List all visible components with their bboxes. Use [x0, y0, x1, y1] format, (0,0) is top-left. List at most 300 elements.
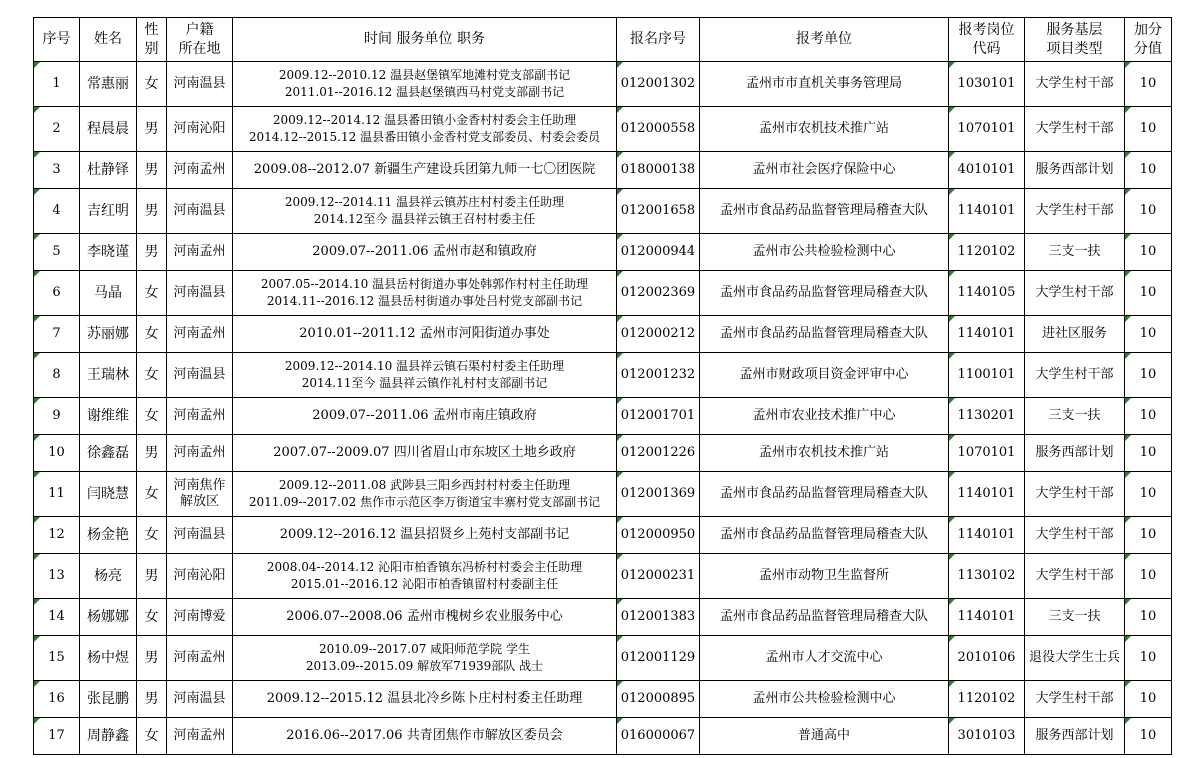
- cell-serial: [34, 234, 80, 271]
- cell-project-type: [1025, 517, 1125, 554]
- residence-line: 河南温县: [173, 366, 226, 382]
- cell-residence: [167, 435, 233, 472]
- bonus-points-value: 10: [1139, 121, 1157, 137]
- name-value: 闫晓慧: [87, 485, 129, 502]
- serial-value: 1: [52, 76, 61, 92]
- name-value: 程晨晨: [87, 120, 129, 137]
- table-row: [34, 517, 1172, 554]
- cell-post-code: [949, 681, 1025, 718]
- post-code-value: 1130102: [957, 568, 1016, 584]
- cell-name: [80, 718, 137, 755]
- number-as-text-indicator-icon: [34, 62, 40, 68]
- header-bonus-line2: 分值: [1134, 40, 1162, 57]
- applied-unit-value: 孟州市食品药品监督管理局稽查大队: [719, 326, 928, 342]
- number-as-text-indicator-icon: [617, 517, 623, 523]
- number-as-text-indicator-icon: [949, 398, 955, 404]
- cell-registration-no: [617, 271, 700, 316]
- header-residence-line1: 户籍: [185, 21, 214, 38]
- residence-line: 河南孟州: [173, 445, 226, 461]
- cell-serial: [34, 189, 80, 234]
- header-post-code-line1: 报考岗位: [958, 21, 1015, 38]
- serial-value: 17: [48, 728, 65, 744]
- project-type-value: 大学生村干部: [1035, 691, 1114, 707]
- cell-service-history: [233, 189, 617, 234]
- post-code-value: 1140101: [957, 486, 1016, 502]
- number-as-text-indicator-icon: [34, 234, 40, 240]
- cell-post-code: [949, 398, 1025, 435]
- cell-gender: [137, 398, 167, 435]
- number-as-text-indicator-icon: [34, 152, 40, 158]
- cell-project-type: [1025, 718, 1125, 755]
- cell-gender: [137, 681, 167, 718]
- number-as-text-indicator-icon: [1125, 398, 1131, 404]
- table-row: [34, 152, 1172, 189]
- project-type-value: 大学生村干部: [1035, 285, 1114, 301]
- cell-name: [80, 353, 137, 398]
- cell-project-type: [1025, 62, 1125, 107]
- number-as-text-indicator-icon: [1125, 62, 1131, 68]
- cell-applied-unit: [700, 234, 949, 271]
- number-as-text-indicator-icon: [34, 271, 40, 277]
- cell-bonus-points: [1125, 62, 1172, 107]
- spreadsheet-area: [33, 17, 1172, 755]
- header-name: 姓名: [80, 18, 137, 62]
- number-as-text-indicator-icon: [617, 599, 623, 605]
- serial-value: 14: [48, 609, 65, 625]
- serial-value: 9: [52, 408, 61, 424]
- cell-gender: [137, 316, 167, 353]
- cell-project-type: [1025, 435, 1125, 472]
- number-as-text-indicator-icon: [34, 107, 40, 113]
- service-line: 2013.09--2015.09 解放军71939部队 战士: [305, 659, 544, 673]
- number-as-text-indicator-icon: [949, 599, 955, 605]
- cell-bonus-points: [1125, 152, 1172, 189]
- bonus-points-value: 10: [1139, 445, 1157, 461]
- service-line: 2014.12至今 温县祥云镇王召村村委主任: [313, 212, 536, 226]
- post-code-value: 1140101: [957, 326, 1016, 342]
- cell-post-code: [949, 435, 1025, 472]
- serial-value: 2: [52, 121, 61, 137]
- cell-project-type: [1025, 107, 1125, 152]
- cell-service-history: [233, 271, 617, 316]
- name-value: 吉红明: [87, 202, 129, 219]
- cell-applied-unit: [700, 718, 949, 755]
- bonus-points-value: 10: [1139, 527, 1157, 543]
- registration-no-value: 012000895: [620, 691, 696, 707]
- cell-registration-no: [617, 398, 700, 435]
- cell-residence: [167, 107, 233, 152]
- cell-bonus-points: [1125, 599, 1172, 636]
- cell-registration-no: [617, 472, 700, 517]
- serial-value: 16: [48, 691, 65, 707]
- cell-bonus-points: [1125, 398, 1172, 435]
- service-line: 2016.06--2017.06 共青团焦作市解放区委员会: [286, 728, 563, 744]
- cell-residence: [167, 189, 233, 234]
- service-line: 2014.11至今 温县祥云镇作礼村村支部副书记: [301, 376, 548, 390]
- number-as-text-indicator-icon: [34, 472, 40, 478]
- number-as-text-indicator-icon: [34, 189, 40, 195]
- cell-gender: [137, 517, 167, 554]
- number-as-text-indicator-icon: [949, 435, 955, 441]
- cell-serial: [34, 435, 80, 472]
- cell-applied-unit: [700, 517, 949, 554]
- service-line: 2009.12--2014.10 温县祥云镇石渠村村委主任助理: [284, 359, 565, 374]
- number-as-text-indicator-icon: [949, 353, 955, 359]
- project-type-value: 三支一扶: [1048, 244, 1101, 260]
- cell-residence: [167, 152, 233, 189]
- serial-value: 6: [52, 285, 61, 301]
- bonus-points-value: 10: [1139, 367, 1157, 383]
- cell-gender: [137, 234, 167, 271]
- number-as-text-indicator-icon: [1125, 517, 1131, 523]
- number-as-text-indicator-icon: [949, 517, 955, 523]
- header-service: 时间 服务单位 职务: [233, 18, 617, 62]
- service-line: 2006.07--2008.06 孟州市槐树乡农业服务中心: [286, 609, 563, 625]
- cell-name: [80, 435, 137, 472]
- project-type-value: 大学生村干部: [1035, 121, 1114, 137]
- name-value: 杨娜娜: [87, 608, 129, 625]
- name-value: 杨金艳: [87, 526, 129, 543]
- cell-project-type: [1025, 554, 1125, 599]
- cell-applied-unit: [700, 681, 949, 718]
- post-code-value: 1120102: [957, 691, 1016, 707]
- cell-project-type: [1025, 398, 1125, 435]
- cell-applied-unit: [700, 189, 949, 234]
- cell-service-history: [233, 353, 617, 398]
- serial-value: 12: [48, 527, 65, 543]
- post-code-value: 1130201: [957, 408, 1016, 424]
- project-type-value: 退役大学生士兵: [1028, 650, 1120, 666]
- cell-registration-no: [617, 316, 700, 353]
- gender-value: 女: [144, 75, 159, 92]
- cell-applied-unit: [700, 62, 949, 107]
- project-type-value: 大学生村干部: [1035, 367, 1114, 383]
- gender-value: 男: [144, 202, 159, 219]
- residence-line: 河南孟州: [173, 649, 226, 665]
- cell-post-code: [949, 271, 1025, 316]
- cell-residence: [167, 681, 233, 718]
- registration-no-value: 012001658: [620, 203, 696, 219]
- number-as-text-indicator-icon: [34, 353, 40, 359]
- residence-line: 河南博爱: [173, 609, 226, 625]
- service-line: 2007.07--2009.07 四川省眉山市东坡区土地乡政府: [273, 445, 576, 461]
- cell-bonus-points: [1125, 107, 1172, 152]
- service-line: 2014.12--2015.12 温县番田镇小金香村党支部委员、村委会委员: [248, 130, 601, 144]
- service-line: 2008.04--2014.12 沁阳市柏香镇东冯桥村村委会主任助理: [266, 560, 583, 575]
- number-as-text-indicator-icon: [949, 152, 955, 158]
- table-row: [34, 472, 1172, 517]
- cell-service-history: [233, 517, 617, 554]
- cell-post-code: [949, 62, 1025, 107]
- cell-service-history: [233, 554, 617, 599]
- applied-unit-value: 孟州市社会医疗保险中心: [752, 162, 896, 178]
- bonus-points-value: 10: [1139, 162, 1157, 178]
- name-value: 常惠丽: [87, 75, 129, 92]
- residence-line: 河南孟州: [173, 408, 226, 424]
- bonus-points-value: 10: [1139, 728, 1157, 744]
- cell-name: [80, 472, 137, 517]
- number-as-text-indicator-icon: [1125, 599, 1131, 605]
- service-line: 2009.08--2012.07 新疆生产建设兵团第九师一七〇团医院: [253, 162, 596, 178]
- number-as-text-indicator-icon: [949, 316, 955, 322]
- cell-project-type: [1025, 189, 1125, 234]
- cell-bonus-points: [1125, 636, 1172, 681]
- cell-registration-no: [617, 718, 700, 755]
- cell-registration-no: [617, 353, 700, 398]
- bonus-points-value: 10: [1139, 285, 1157, 301]
- applied-unit-value: 孟州市市直机关事务管理局: [745, 76, 902, 92]
- name-value: 杨亮: [94, 567, 122, 584]
- cell-project-type: [1025, 234, 1125, 271]
- number-as-text-indicator-icon: [34, 599, 40, 605]
- cell-registration-no: [617, 435, 700, 472]
- registration-no-value: 012001369: [620, 486, 696, 502]
- service-line: 2010.01--2011.12 孟州市河阳街道办事处: [299, 326, 550, 342]
- cell-name: [80, 599, 137, 636]
- cell-bonus-points: [1125, 234, 1172, 271]
- serial-value: 3: [52, 162, 61, 178]
- number-as-text-indicator-icon: [34, 435, 40, 441]
- cell-gender: [137, 718, 167, 755]
- number-as-text-indicator-icon: [949, 234, 955, 240]
- cell-registration-no: [617, 681, 700, 718]
- table-row: [34, 718, 1172, 755]
- cell-applied-unit: [700, 472, 949, 517]
- name-value: 王瑞林: [87, 366, 129, 383]
- number-as-text-indicator-icon: [949, 62, 955, 68]
- cell-name: [80, 271, 137, 316]
- gender-value: 女: [144, 485, 159, 502]
- number-as-text-indicator-icon: [617, 107, 623, 113]
- service-line: 2009.12--2011.08 武陟县三阳乡西封村村委主任助理: [278, 478, 571, 493]
- number-as-text-indicator-icon: [617, 636, 623, 642]
- cell-project-type: [1025, 152, 1125, 189]
- registration-no-value: 018000138: [620, 162, 696, 178]
- number-as-text-indicator-icon: [617, 435, 623, 441]
- cell-service-history: [233, 435, 617, 472]
- applied-unit-value: 孟州市财政项目资金评审中心: [739, 367, 909, 383]
- cell-applied-unit: [700, 636, 949, 681]
- project-type-value: 服务西部计划: [1035, 728, 1114, 744]
- registration-no-value: 012001701: [620, 408, 696, 424]
- gender-value: 男: [144, 690, 159, 707]
- header-project-type-line1: 服务基层: [1046, 21, 1103, 38]
- applied-unit-value: 孟州市食品药品监督管理局稽查大队: [719, 285, 928, 301]
- cell-post-code: [949, 107, 1025, 152]
- service-line: 2009.12--2014.12 温县番田镇小金香村村委会主任助理: [272, 113, 577, 128]
- number-as-text-indicator-icon: [949, 107, 955, 113]
- table-row: [34, 189, 1172, 234]
- applied-unit-value: 孟州市食品药品监督管理局稽查大队: [719, 609, 928, 625]
- cell-residence: [167, 234, 233, 271]
- number-as-text-indicator-icon: [1125, 472, 1131, 478]
- residence-line: 河南焦作: [173, 477, 226, 493]
- cell-residence: [167, 718, 233, 755]
- cell-gender: [137, 189, 167, 234]
- serial-value: 7: [52, 326, 61, 342]
- post-code-value: 1140101: [957, 203, 1016, 219]
- number-as-text-indicator-icon: [617, 718, 623, 724]
- cell-project-type: [1025, 472, 1125, 517]
- cell-gender: [137, 472, 167, 517]
- residence-line: 河南孟州: [173, 326, 226, 342]
- service-line: 2009.12--2015.12 温县北冷乡陈卜庄村村委主任助理: [266, 691, 583, 707]
- cell-bonus-points: [1125, 189, 1172, 234]
- number-as-text-indicator-icon: [34, 681, 40, 687]
- project-type-value: 服务西部计划: [1035, 162, 1114, 178]
- service-line: 2015.01--2016.12 沁阳市柏香镇留村村委副主任: [290, 577, 559, 591]
- applied-unit-value: 孟州市农业技术推广中心: [752, 408, 896, 424]
- cell-gender: [137, 271, 167, 316]
- service-line: 2011.01--2016.12 温县赵堡镇西马村党支部副书记: [284, 85, 565, 99]
- project-type-value: 服务西部计划: [1035, 445, 1114, 461]
- post-code-value: 1140101: [957, 527, 1016, 543]
- cell-serial: [34, 107, 80, 152]
- gender-value: 女: [144, 325, 159, 342]
- applied-unit-value: 普通高中: [797, 728, 850, 744]
- cell-name: [80, 107, 137, 152]
- post-code-value: 1070101: [957, 121, 1016, 137]
- cell-registration-no: [617, 599, 700, 636]
- registration-no-value: 012001232: [620, 367, 696, 383]
- cell-name: [80, 517, 137, 554]
- post-code-value: 1100101: [957, 367, 1016, 383]
- cell-name: [80, 152, 137, 189]
- number-as-text-indicator-icon: [34, 398, 40, 404]
- cell-registration-no: [617, 554, 700, 599]
- applied-unit-value: 孟州市农机技术推广站: [758, 445, 889, 461]
- number-as-text-indicator-icon: [1125, 681, 1131, 687]
- cell-residence: [167, 554, 233, 599]
- registration-no-value: 012000950: [620, 527, 696, 543]
- residence-line: 河南温县: [173, 202, 226, 218]
- registration-no-value: 012001302: [620, 76, 696, 92]
- cell-registration-no: [617, 152, 700, 189]
- number-as-text-indicator-icon: [1125, 353, 1131, 359]
- cell-applied-unit: [700, 107, 949, 152]
- number-as-text-indicator-icon: [949, 636, 955, 642]
- cell-post-code: [949, 472, 1025, 517]
- registration-no-value: 012001129: [620, 650, 696, 666]
- cell-residence: [167, 636, 233, 681]
- cell-gender: [137, 435, 167, 472]
- number-as-text-indicator-icon: [1125, 271, 1131, 277]
- residence-line: 河南温县: [173, 691, 226, 707]
- number-as-text-indicator-icon: [617, 271, 623, 277]
- cell-name: [80, 398, 137, 435]
- post-code-value: 3010103: [957, 728, 1016, 744]
- number-as-text-indicator-icon: [949, 189, 955, 195]
- table-row: [34, 599, 1172, 636]
- gender-value: 男: [144, 161, 159, 178]
- number-as-text-indicator-icon: [34, 554, 40, 560]
- cell-gender: [137, 353, 167, 398]
- residence-line: 河南孟州: [173, 244, 226, 260]
- table-row: [34, 107, 1172, 152]
- bonus-points-value: 10: [1139, 76, 1157, 92]
- cell-service-history: [233, 599, 617, 636]
- table-row: [34, 316, 1172, 353]
- header-residence-line2: 所在地: [178, 40, 221, 57]
- gender-value: 男: [144, 649, 159, 666]
- project-type-value: 大学生村干部: [1035, 527, 1114, 543]
- applied-unit-value: 孟州市食品药品监督管理局稽查大队: [719, 527, 928, 543]
- service-line: 2010.09--2017.07 咸阳师范学院 学生: [319, 642, 530, 657]
- name-value: 李晓谨: [87, 243, 129, 260]
- name-value: 杜静铎: [87, 161, 129, 178]
- registration-no-value: 012000944: [620, 244, 696, 260]
- cell-serial: [34, 398, 80, 435]
- registration-no-value: 012002369: [620, 285, 696, 301]
- cell-serial: [34, 554, 80, 599]
- cell-applied-unit: [700, 152, 949, 189]
- cell-registration-no: [617, 62, 700, 107]
- cell-service-history: [233, 234, 617, 271]
- header-row: [34, 18, 1172, 62]
- service-line: 2011.09--2017.02 焦作市示范区李万街道宝丰寨村党支部副书记: [248, 495, 601, 509]
- cell-gender: [137, 636, 167, 681]
- residence-line: 解放区: [179, 494, 219, 509]
- name-value: 杨中煜: [87, 649, 129, 666]
- cell-name: [80, 234, 137, 271]
- cell-service-history: [233, 718, 617, 755]
- cell-applied-unit: [700, 271, 949, 316]
- header-unit: 报考单位: [700, 18, 949, 62]
- header-gender: 性别: [137, 18, 167, 62]
- cell-service-history: [233, 681, 617, 718]
- registration-no-value: 016000067: [620, 728, 696, 744]
- serial-value: 4: [52, 203, 61, 219]
- registration-no-value: 012001226: [620, 445, 696, 461]
- cell-project-type: [1025, 636, 1125, 681]
- cell-service-history: [233, 107, 617, 152]
- residence-line: 河南孟州: [173, 162, 226, 178]
- post-code-value: 4010101: [957, 162, 1016, 178]
- number-as-text-indicator-icon: [1125, 234, 1131, 240]
- number-as-text-indicator-icon: [949, 718, 955, 724]
- cell-gender: [137, 554, 167, 599]
- number-as-text-indicator-icon: [617, 152, 623, 158]
- applied-unit-value: 孟州市食品药品监督管理局稽查大队: [719, 203, 928, 219]
- name-value: 周静鑫: [87, 727, 129, 744]
- cell-serial: [34, 517, 80, 554]
- cell-project-type: [1025, 681, 1125, 718]
- cell-residence: [167, 398, 233, 435]
- service-line: 2009.12--2014.11 温县祥云镇苏庄村村委主任助理: [284, 195, 565, 210]
- number-as-text-indicator-icon: [1125, 152, 1131, 158]
- table-row: [34, 62, 1172, 107]
- post-code-value: 1140105: [957, 285, 1016, 301]
- number-as-text-indicator-icon: [617, 189, 623, 195]
- number-as-text-indicator-icon: [617, 472, 623, 478]
- project-type-value: 大学生村干部: [1035, 568, 1114, 584]
- cell-service-history: [233, 152, 617, 189]
- registration-no-value: 012000212: [620, 326, 696, 342]
- number-as-text-indicator-icon: [1125, 435, 1131, 441]
- service-line: 2009.12--2010.12 温县赵堡镇军地滩村党支部副书记: [278, 68, 571, 83]
- name-value: 苏丽娜: [87, 325, 129, 342]
- number-as-text-indicator-icon: [617, 681, 623, 687]
- table-row: [34, 271, 1172, 316]
- cell-registration-no: [617, 636, 700, 681]
- number-as-text-indicator-icon: [949, 472, 955, 478]
- name-value: 张昆鹏: [87, 690, 129, 707]
- number-as-text-indicator-icon: [34, 718, 40, 724]
- cell-bonus-points: [1125, 316, 1172, 353]
- cell-bonus-points: [1125, 271, 1172, 316]
- cell-registration-no: [617, 517, 700, 554]
- cell-serial: [34, 62, 80, 107]
